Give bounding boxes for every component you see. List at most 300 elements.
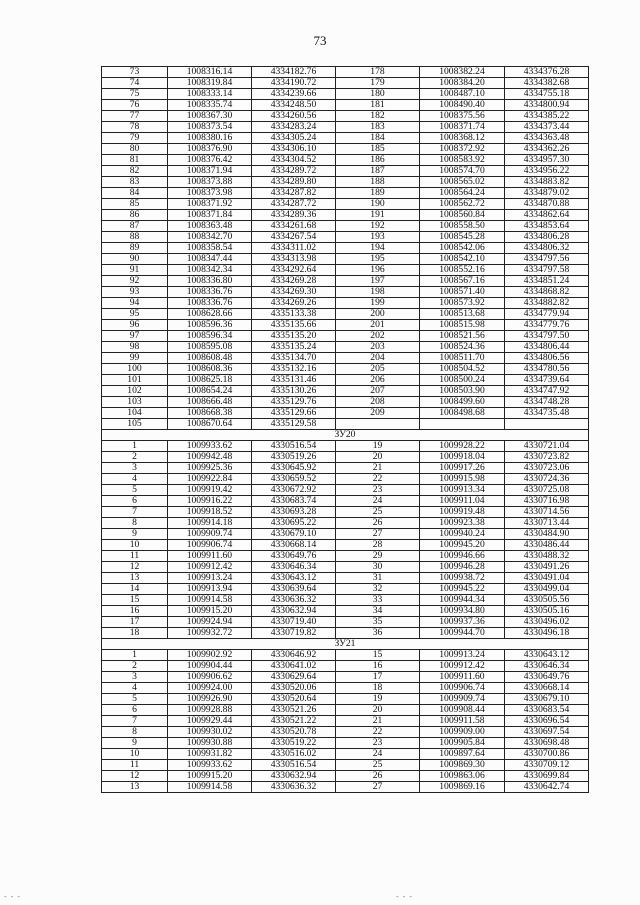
table-row <box>102 177 589 188</box>
y-coordinate-cell: 4330725.08 <box>505 485 589 496</box>
x-coordinate-cell: 1009909.74 <box>168 529 252 540</box>
point-number-cell: 84 <box>102 188 168 199</box>
y-coordinate-cell: 4330645.92 <box>252 463 336 474</box>
x-coordinate-cell: 1009916.22 <box>168 496 252 507</box>
x-coordinate-cell: 1008358.54 <box>168 243 252 254</box>
x-coordinate-cell: 1009869.30 <box>420 760 505 771</box>
point-number-cell: 194 <box>336 243 420 254</box>
y-coordinate-cell: 4330499.04 <box>505 584 589 595</box>
point-number-cell: 22 <box>336 474 420 485</box>
y-coordinate-cell: 4334779.94 <box>505 309 589 320</box>
x-coordinate-cell: 1009919.42 <box>168 485 252 496</box>
y-coordinate-cell: 4330491.04 <box>505 573 589 584</box>
y-coordinate-cell: 4330632.94 <box>252 606 336 617</box>
x-coordinate-cell: 1009933.62 <box>168 441 252 452</box>
table-row <box>102 716 589 727</box>
y-coordinate-cell: 4334862.64 <box>505 210 589 221</box>
point-number-cell: 15 <box>102 595 168 606</box>
table-row <box>102 485 589 496</box>
y-coordinate-cell: 4334289.80 <box>252 177 336 188</box>
point-number-cell: 79 <box>102 133 168 144</box>
y-coordinate-cell: 4335133.38 <box>252 309 336 320</box>
x-coordinate-cell: 1008371.74 <box>420 122 505 133</box>
y-coordinate-cell: 4334780.56 <box>505 364 589 375</box>
table-row <box>102 155 589 166</box>
y-coordinate-cell: 4334292.64 <box>252 265 336 276</box>
table-row <box>102 595 589 606</box>
y-coordinate-cell: 4330683.54 <box>505 705 589 716</box>
point-number-cell: 199 <box>336 298 420 309</box>
point-number-cell: 5 <box>102 485 168 496</box>
point-number-cell: 190 <box>336 199 420 210</box>
point-number-cell: 207 <box>336 386 420 397</box>
point-number-cell: 32 <box>336 584 420 595</box>
y-coordinate-cell: 4334882.82 <box>505 298 589 309</box>
point-number-cell: 7 <box>102 507 168 518</box>
y-coordinate-cell: 4330668.14 <box>252 540 336 551</box>
point-number-cell: 10 <box>102 540 168 551</box>
x-coordinate-cell: 1009924.94 <box>168 617 252 628</box>
x-coordinate-cell: 1009930.02 <box>168 727 252 738</box>
table-row <box>102 188 589 199</box>
y-coordinate-cell: 4330636.32 <box>252 782 336 793</box>
x-coordinate-cell: 1008373.98 <box>168 188 252 199</box>
x-coordinate-cell: 1009933.62 <box>168 760 252 771</box>
point-number-cell: 81 <box>102 155 168 166</box>
x-coordinate-cell: 1008367.30 <box>168 111 252 122</box>
y-coordinate-cell: 4334304.52 <box>252 155 336 166</box>
table-row <box>102 386 589 397</box>
y-coordinate-cell: 4334269.30 <box>252 287 336 298</box>
y-coordinate-cell: 4330629.64 <box>252 672 336 683</box>
y-coordinate-cell: 4334755.18 <box>505 89 589 100</box>
point-number-cell: 189 <box>336 188 420 199</box>
point-number-cell: 7 <box>102 716 168 727</box>
point-number-cell: 99 <box>102 353 168 364</box>
y-coordinate-cell: 4330679.10 <box>252 529 336 540</box>
x-coordinate-cell: 1009909.74 <box>420 694 505 705</box>
x-coordinate-cell: 1009932.72 <box>168 628 252 639</box>
x-coordinate-cell: 1008376.42 <box>168 155 252 166</box>
table-row <box>102 78 589 89</box>
x-coordinate-cell: 1008380.16 <box>168 133 252 144</box>
x-coordinate-cell: 1008375.56 <box>420 111 505 122</box>
table-row <box>102 89 589 100</box>
point-number-cell: 6 <box>102 705 168 716</box>
x-coordinate-cell: 1009906.74 <box>420 683 505 694</box>
point-number-cell: 16 <box>336 661 420 672</box>
y-coordinate-cell: 4334311.02 <box>252 243 336 254</box>
x-coordinate-cell: 1009906.62 <box>168 672 252 683</box>
point-number-cell: 21 <box>336 716 420 727</box>
x-coordinate-cell: 1008583.92 <box>420 155 505 166</box>
x-coordinate-cell: 1008368.12 <box>420 133 505 144</box>
y-coordinate-cell: 4335129.58 <box>252 419 336 430</box>
table-row <box>102 661 589 672</box>
x-coordinate-cell: 1009929.44 <box>168 716 252 727</box>
y-coordinate-cell: 4330505.16 <box>505 606 589 617</box>
table-row <box>102 496 589 507</box>
y-coordinate-cell: 4330693.28 <box>252 507 336 518</box>
table-row <box>102 562 589 573</box>
x-coordinate-cell: 1009918.04 <box>420 452 505 463</box>
y-coordinate-cell: 4330488.32 <box>505 551 589 562</box>
x-coordinate-cell: 1008376.90 <box>168 144 252 155</box>
x-coordinate-cell: 1009912.42 <box>420 661 505 672</box>
x-coordinate-cell: 1008596.34 <box>168 331 252 342</box>
y-coordinate-cell: 4330505.56 <box>505 595 589 606</box>
table-row <box>102 265 589 276</box>
coordinates-table-body <box>102 67 589 793</box>
x-coordinate-cell: 1008503.90 <box>420 386 505 397</box>
x-coordinate-cell: 1009946.66 <box>420 551 505 562</box>
y-coordinate-cell: 4330709.12 <box>505 760 589 771</box>
table-row <box>102 309 589 320</box>
scan-edge-mark-left: - - - <box>4 892 21 901</box>
y-coordinate-cell: 4334385.22 <box>505 111 589 122</box>
y-coordinate-cell: 4334269.28 <box>252 276 336 287</box>
point-number-cell: 13 <box>102 573 168 584</box>
point-number-cell: 83 <box>102 177 168 188</box>
x-coordinate-cell: 1008564.24 <box>420 188 505 199</box>
y-coordinate-cell: 4334797.56 <box>505 254 589 265</box>
point-number-cell: 197 <box>336 276 420 287</box>
x-coordinate-cell: 1008558.50 <box>420 221 505 232</box>
point-number-cell: 105 <box>102 419 168 430</box>
point-number-cell: 24 <box>336 496 420 507</box>
x-coordinate-cell: 1008625.18 <box>168 375 252 386</box>
point-number-cell: 28 <box>336 540 420 551</box>
table-row <box>102 705 589 716</box>
table-row <box>102 221 589 232</box>
y-coordinate-cell: 4334305.24 <box>252 133 336 144</box>
point-number-cell: 19 <box>336 441 420 452</box>
y-coordinate-cell: 4330516.02 <box>252 749 336 760</box>
x-coordinate-cell: 1008499.60 <box>420 397 505 408</box>
y-coordinate-cell: 4334306.10 <box>252 144 336 155</box>
point-number-cell: 201 <box>336 320 420 331</box>
x-coordinate-cell: 1008342.70 <box>168 232 252 243</box>
y-coordinate-cell: 4334289.72 <box>252 166 336 177</box>
x-coordinate-cell: 1009915.20 <box>168 771 252 782</box>
x-coordinate-cell: 1009904.44 <box>168 661 252 672</box>
y-coordinate-cell: 4335135.24 <box>252 342 336 353</box>
y-coordinate-cell: 4335130.26 <box>252 386 336 397</box>
x-coordinate-cell: 1008545.28 <box>420 232 505 243</box>
x-coordinate-cell: 1008521.56 <box>420 331 505 342</box>
x-coordinate-cell: 1008562.72 <box>420 199 505 210</box>
x-coordinate-cell: 1009917.26 <box>420 463 505 474</box>
table-row <box>102 232 589 243</box>
y-coordinate-cell: 4334269.26 <box>252 298 336 309</box>
point-number-cell: 103 <box>102 397 168 408</box>
point-number-cell: 91 <box>102 265 168 276</box>
x-coordinate-cell: 1009869.16 <box>420 782 505 793</box>
x-coordinate-cell: 1009919.48 <box>420 507 505 518</box>
point-number-cell: 98 <box>102 342 168 353</box>
point-number-cell: 184 <box>336 133 420 144</box>
table-row <box>102 738 589 749</box>
y-coordinate-cell: 4334313.98 <box>252 254 336 265</box>
x-coordinate-cell: 1009914.58 <box>168 595 252 606</box>
x-coordinate-cell: 1009905.84 <box>420 738 505 749</box>
x-coordinate-cell: 1009909.00 <box>420 727 505 738</box>
y-coordinate-cell: 4334287.72 <box>252 199 336 210</box>
x-coordinate-cell: 1008371.84 <box>168 210 252 221</box>
y-coordinate-cell: 4330659.52 <box>252 474 336 485</box>
point-number-cell: 18 <box>336 683 420 694</box>
x-coordinate-cell: 1009928.88 <box>168 705 252 716</box>
y-coordinate-cell: 4330646.34 <box>505 661 589 672</box>
y-coordinate-cell: 4334748.28 <box>505 397 589 408</box>
point-number-cell: 92 <box>102 276 168 287</box>
x-coordinate-cell: 1009914.58 <box>168 782 252 793</box>
y-coordinate-cell: 4334797.58 <box>505 265 589 276</box>
x-coordinate-cell: 1008524.36 <box>420 342 505 353</box>
point-number-cell: 8 <box>102 727 168 738</box>
section-header-row <box>102 639 589 650</box>
y-coordinate-cell: 4330668.14 <box>505 683 589 694</box>
section-header-row <box>102 430 589 441</box>
point-number-cell: 90 <box>102 254 168 265</box>
x-coordinate-cell: 1009942.48 <box>168 452 252 463</box>
x-coordinate-cell: 1009938.72 <box>420 573 505 584</box>
y-coordinate-cell: 4334806.56 <box>505 353 589 364</box>
point-number-cell: 9 <box>102 738 168 749</box>
point-number-cell: 203 <box>336 342 420 353</box>
x-coordinate-cell: 1008490.40 <box>420 100 505 111</box>
y-coordinate-cell: 4330724.36 <box>505 474 589 485</box>
point-number-cell: 6 <box>102 496 168 507</box>
point-number-cell: 86 <box>102 210 168 221</box>
x-coordinate-cell: 1008628.66 <box>168 309 252 320</box>
point-number-cell: 74 <box>102 78 168 89</box>
point-number-cell: 95 <box>102 309 168 320</box>
y-coordinate-cell: 4330696.54 <box>505 716 589 727</box>
y-coordinate-cell: 4334870.88 <box>505 199 589 210</box>
x-coordinate-cell: 1008316.14 <box>168 67 252 78</box>
y-coordinate-cell: 4334382.68 <box>505 78 589 89</box>
x-coordinate-cell: 1009911.04 <box>420 496 505 507</box>
point-number-cell: 35 <box>336 617 420 628</box>
table-row <box>102 507 589 518</box>
point-number-cell: 178 <box>336 67 420 78</box>
point-number-cell: 14 <box>102 584 168 595</box>
y-coordinate-cell: 4334747.92 <box>505 386 589 397</box>
y-coordinate-cell: 4334806.28 <box>505 232 589 243</box>
x-coordinate-cell: 1009911.60 <box>420 672 505 683</box>
point-number-cell: 33 <box>336 595 420 606</box>
x-coordinate-cell: 1009944.70 <box>420 628 505 639</box>
x-coordinate-cell: 1008542.06 <box>420 243 505 254</box>
x-coordinate-cell: 1008500.24 <box>420 375 505 386</box>
point-number-cell: 26 <box>336 771 420 782</box>
y-coordinate-cell: 4334739.64 <box>505 375 589 386</box>
y-coordinate-cell: 4334883.82 <box>505 177 589 188</box>
y-coordinate-cell: 4334182.76 <box>252 67 336 78</box>
x-coordinate-cell: 1009915.98 <box>420 474 505 485</box>
point-number-cell: 20 <box>336 452 420 463</box>
y-coordinate-cell: 4334362.26 <box>505 144 589 155</box>
point-number-cell: 104 <box>102 408 168 419</box>
table-row <box>102 474 589 485</box>
x-coordinate-cell: 1009945.22 <box>420 584 505 595</box>
scan-edge-mark-right: - - - <box>396 892 413 901</box>
point-number-cell: 191 <box>336 210 420 221</box>
section-title: ЗУ21 <box>102 639 589 650</box>
table-row <box>102 672 589 683</box>
coordinates-table <box>101 66 589 793</box>
point-number-cell: 22 <box>336 727 420 738</box>
y-coordinate-cell: 4330699.84 <box>505 771 589 782</box>
y-coordinate-cell: 4334239.66 <box>252 89 336 100</box>
y-coordinate-cell: 4330520.78 <box>252 727 336 738</box>
x-coordinate-cell: 1009928.22 <box>420 441 505 452</box>
y-coordinate-cell: 4334260.56 <box>252 111 336 122</box>
point-number-cell: 208 <box>336 397 420 408</box>
point-number-cell: 97 <box>102 331 168 342</box>
x-coordinate-cell: 1009925.36 <box>168 463 252 474</box>
y-coordinate-cell: 4330516.54 <box>252 760 336 771</box>
y-coordinate-cell: 4330719.82 <box>252 628 336 639</box>
point-number-cell: 20 <box>336 705 420 716</box>
point-number-cell: 29 <box>336 551 420 562</box>
y-coordinate-cell: 4330519.22 <box>252 738 336 749</box>
point-number-cell: 26 <box>336 518 420 529</box>
y-coordinate-cell: 4330697.54 <box>505 727 589 738</box>
table-row <box>102 463 589 474</box>
point-number-cell: 198 <box>336 287 420 298</box>
y-coordinate-cell: 4330519.26 <box>252 452 336 463</box>
point-number-cell: 186 <box>336 155 420 166</box>
y-coordinate-cell: 4330496.18 <box>505 628 589 639</box>
y-coordinate-cell: 4330641.02 <box>252 661 336 672</box>
table-row <box>102 397 589 408</box>
table-row <box>102 683 589 694</box>
point-number-cell: 205 <box>336 364 420 375</box>
point-number-cell: 4 <box>102 683 168 694</box>
x-coordinate-cell: 1008608.36 <box>168 364 252 375</box>
x-coordinate-cell: 1009934.80 <box>420 606 505 617</box>
point-number-cell: 75 <box>102 89 168 100</box>
point-number-cell: 1 <box>102 441 168 452</box>
point-number-cell: 80 <box>102 144 168 155</box>
y-coordinate-cell: 4334853.64 <box>505 221 589 232</box>
x-coordinate-cell: 1009918.52 <box>168 507 252 518</box>
point-number-cell: 23 <box>336 738 420 749</box>
y-coordinate-cell: 4330700.86 <box>505 749 589 760</box>
x-coordinate-cell: 1008373.54 <box>168 122 252 133</box>
y-coordinate-cell: 4330632.94 <box>252 771 336 782</box>
point-number-cell: 31 <box>336 573 420 584</box>
x-coordinate-cell: 1009940.24 <box>420 529 505 540</box>
table-row <box>102 342 589 353</box>
point-number-cell: 182 <box>336 111 420 122</box>
point-number-cell: 85 <box>102 199 168 210</box>
y-coordinate-cell: 4330516.54 <box>252 441 336 452</box>
y-coordinate-cell: 4334800.94 <box>505 100 589 111</box>
table-row <box>102 782 589 793</box>
y-coordinate-cell: 4334373.44 <box>505 122 589 133</box>
x-coordinate-cell: 1008565.02 <box>420 177 505 188</box>
x-coordinate-cell: 1008384.20 <box>420 78 505 89</box>
x-coordinate-cell: 1009913.34 <box>420 485 505 496</box>
x-coordinate-cell: 1008571.40 <box>420 287 505 298</box>
point-number-cell: 11 <box>102 551 168 562</box>
x-coordinate-cell: 1008336.76 <box>168 298 252 309</box>
x-coordinate-cell <box>420 419 505 430</box>
point-number-cell: 204 <box>336 353 420 364</box>
table-row <box>102 628 589 639</box>
y-coordinate-cell: 4334879.02 <box>505 188 589 199</box>
y-coordinate-cell: 4334376.28 <box>505 67 589 78</box>
x-coordinate-cell: 1008487.10 <box>420 89 505 100</box>
point-number-cell: 73 <box>102 67 168 78</box>
x-coordinate-cell: 1009946.28 <box>420 562 505 573</box>
point-number-cell <box>336 419 420 430</box>
point-number-cell: 195 <box>336 254 420 265</box>
x-coordinate-cell: 1008552.16 <box>420 265 505 276</box>
table-row <box>102 122 589 133</box>
x-coordinate-cell: 1008595.08 <box>168 342 252 353</box>
x-coordinate-cell: 1008542.10 <box>420 254 505 265</box>
y-coordinate-cell: 4330672.92 <box>252 485 336 496</box>
point-number-cell: 3 <box>102 463 168 474</box>
y-coordinate-cell: 4334779.76 <box>505 320 589 331</box>
x-coordinate-cell: 1008513.68 <box>420 309 505 320</box>
table-row <box>102 771 589 782</box>
point-number-cell: 96 <box>102 320 168 331</box>
point-number-cell: 12 <box>102 771 168 782</box>
point-number-cell: 183 <box>336 122 420 133</box>
x-coordinate-cell: 1008608.48 <box>168 353 252 364</box>
y-coordinate-cell: 4330723.06 <box>505 463 589 474</box>
y-coordinate-cell: 4330642.74 <box>505 782 589 793</box>
x-coordinate-cell: 1008515.98 <box>420 320 505 331</box>
y-coordinate-cell: 4330484.90 <box>505 529 589 540</box>
x-coordinate-cell: 1008371.94 <box>168 166 252 177</box>
table-row <box>102 375 589 386</box>
y-coordinate-cell: 4330646.92 <box>252 650 336 661</box>
x-coordinate-cell: 1008574.70 <box>420 166 505 177</box>
x-coordinate-cell: 1009913.24 <box>420 650 505 661</box>
y-coordinate-cell: 4330679.10 <box>505 694 589 705</box>
y-coordinate-cell: 4334851.24 <box>505 276 589 287</box>
table-row <box>102 606 589 617</box>
table-row <box>102 210 589 221</box>
point-number-cell: 34 <box>336 606 420 617</box>
y-coordinate-cell: 4334956.22 <box>505 166 589 177</box>
x-coordinate-cell: 1008336.80 <box>168 276 252 287</box>
table-row <box>102 166 589 177</box>
table-row <box>102 727 589 738</box>
y-coordinate-cell: 4330521.22 <box>252 716 336 727</box>
x-coordinate-cell: 1009944.34 <box>420 595 505 606</box>
table-row <box>102 419 589 430</box>
x-coordinate-cell: 1008573.92 <box>420 298 505 309</box>
y-coordinate-cell: 4334289.36 <box>252 210 336 221</box>
x-coordinate-cell: 1008654.24 <box>168 386 252 397</box>
point-number-cell: 89 <box>102 243 168 254</box>
x-coordinate-cell: 1008363.48 <box>168 221 252 232</box>
y-coordinate-cell: 4330491.26 <box>505 562 589 573</box>
point-number-cell: 18 <box>102 628 168 639</box>
y-coordinate-cell: 4330719.40 <box>252 617 336 628</box>
x-coordinate-cell: 1009906.74 <box>168 540 252 551</box>
point-number-cell: 17 <box>336 672 420 683</box>
x-coordinate-cell: 1009897.64 <box>420 749 505 760</box>
y-coordinate-cell: 4330521.26 <box>252 705 336 716</box>
